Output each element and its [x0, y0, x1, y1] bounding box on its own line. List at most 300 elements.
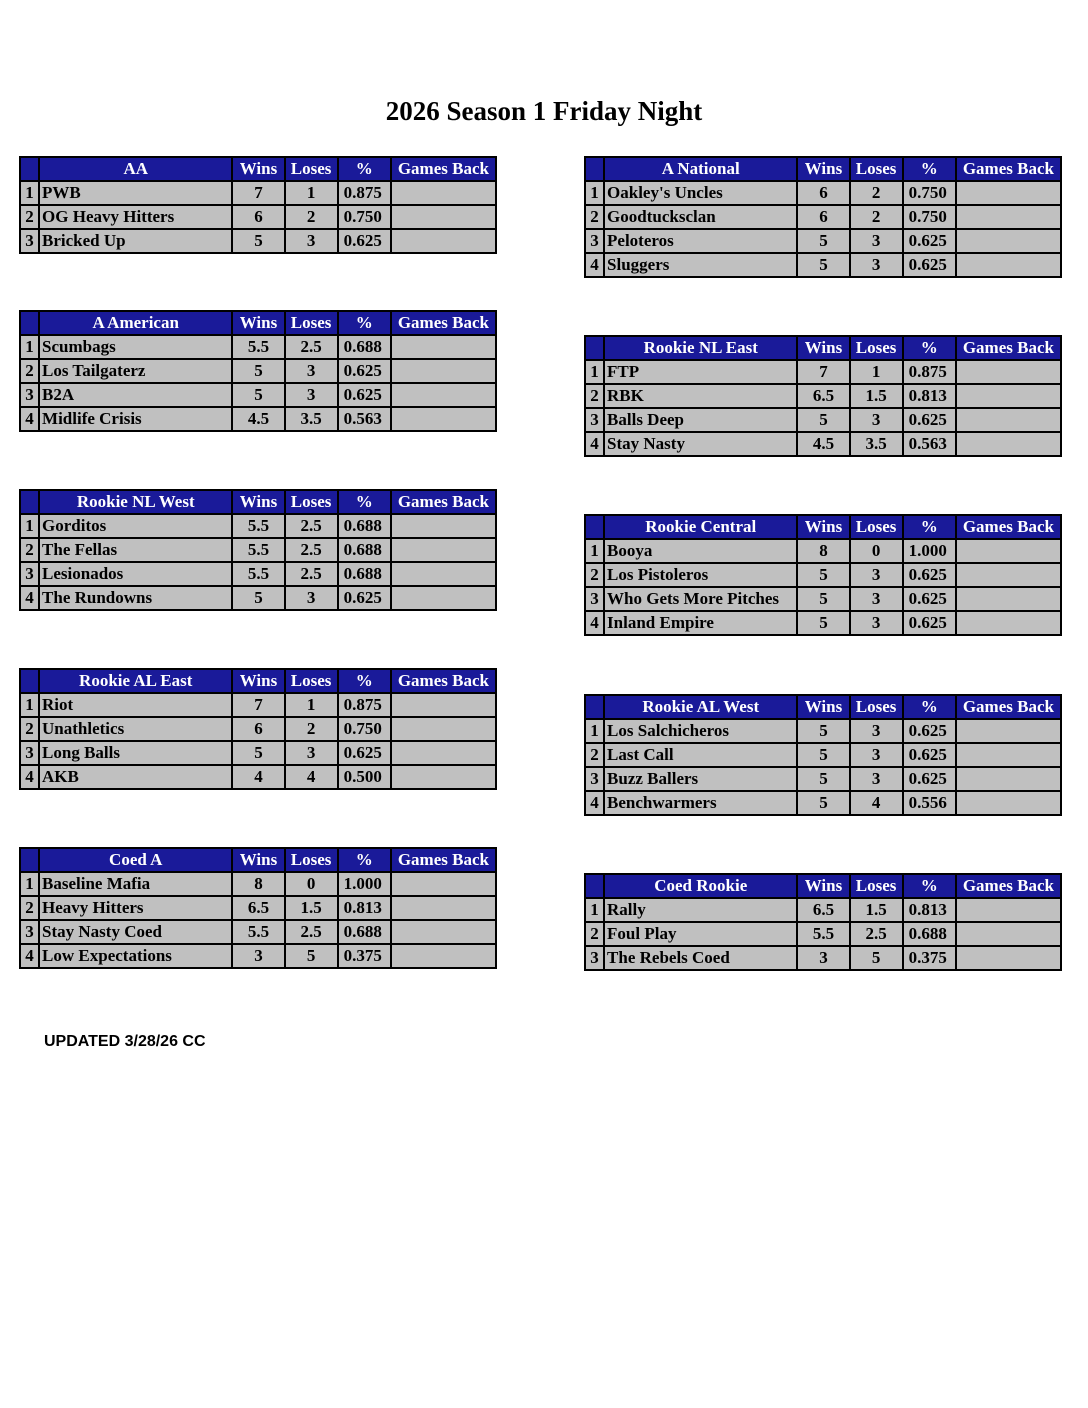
games-back-cell	[956, 205, 1061, 229]
rank-cell: 2	[585, 743, 604, 767]
games-back-cell	[956, 767, 1061, 791]
loses-cell: 1	[285, 693, 338, 717]
rank-cell: 1	[20, 514, 39, 538]
rank-cell: 2	[20, 359, 39, 383]
rank-cell: 4	[585, 253, 604, 277]
games-back-header: Games Back	[956, 515, 1061, 539]
table-row	[585, 432, 1061, 456]
pct-cell: 0.625	[903, 587, 956, 611]
pct-cell: 0.625	[903, 719, 956, 743]
rank-header	[20, 311, 39, 335]
games-back-header: Games Back	[956, 336, 1061, 360]
games-back-cell	[391, 181, 496, 205]
rank-header	[585, 336, 604, 360]
standings-table	[19, 489, 497, 611]
standings-table	[584, 873, 1062, 971]
team-name-cell: Goodtucksclan	[604, 205, 797, 229]
pct-cell: 0.625	[903, 767, 956, 791]
loses-cell: 3	[850, 719, 903, 743]
team-name-cell: Buzz Ballers	[604, 767, 797, 791]
wins-header: Wins	[232, 669, 284, 693]
table-row	[20, 896, 496, 920]
table-row	[585, 539, 1061, 563]
pct-cell: 0.688	[338, 335, 391, 359]
table-row	[20, 562, 496, 586]
division-name: AA	[39, 157, 232, 181]
loses-cell: 3	[850, 229, 903, 253]
table-header-row	[585, 695, 1061, 719]
loses-cell: 5	[285, 944, 338, 968]
table-row	[585, 898, 1061, 922]
rank-cell: 2	[585, 563, 604, 587]
loses-cell: 2	[850, 205, 903, 229]
games-back-header: Games Back	[956, 695, 1061, 719]
pct-cell: 0.625	[903, 408, 956, 432]
games-back-cell	[956, 611, 1061, 635]
games-back-cell	[391, 562, 496, 586]
pct-cell: 0.625	[338, 229, 391, 253]
wins-cell: 4.5	[797, 432, 849, 456]
loses-header: Loses	[285, 848, 338, 872]
pct-cell: 0.813	[903, 384, 956, 408]
wins-cell: 5	[232, 229, 284, 253]
rank-cell: 2	[20, 538, 39, 562]
team-name-cell: Stay Nasty Coed	[39, 920, 232, 944]
loses-header: Loses	[850, 336, 903, 360]
loses-cell: 3	[850, 408, 903, 432]
rank-cell: 2	[20, 717, 39, 741]
pct-cell: 0.563	[338, 407, 391, 431]
table-header-row	[20, 311, 496, 335]
team-name-cell: Foul Play	[604, 922, 797, 946]
team-name-cell: The Rebels Coed	[604, 946, 797, 970]
loses-header: Loses	[285, 157, 338, 181]
table-row	[20, 693, 496, 717]
team-name-cell: Riot	[39, 693, 232, 717]
table-row	[585, 719, 1061, 743]
rank-header	[585, 874, 604, 898]
loses-cell: 1.5	[285, 896, 338, 920]
loses-header: Loses	[285, 669, 338, 693]
rank-header	[585, 695, 604, 719]
team-name-cell: Gorditos	[39, 514, 232, 538]
pct-cell: 0.625	[338, 383, 391, 407]
team-name-cell: Los Tailgaterz	[39, 359, 232, 383]
pct-header: %	[338, 669, 391, 693]
games-back-cell	[391, 383, 496, 407]
wins-cell: 5.5	[232, 562, 284, 586]
table-row	[20, 586, 496, 610]
pct-header: %	[338, 490, 391, 514]
rank-cell: 2	[585, 922, 604, 946]
games-back-cell	[391, 896, 496, 920]
pct-cell: 0.688	[338, 514, 391, 538]
table-row	[20, 741, 496, 765]
games-back-cell	[391, 920, 496, 944]
table-row	[585, 229, 1061, 253]
standings-table	[584, 694, 1062, 816]
wins-cell: 5	[797, 719, 849, 743]
rank-header	[20, 157, 39, 181]
games-back-cell	[956, 719, 1061, 743]
games-back-cell	[956, 360, 1061, 384]
wins-header: Wins	[797, 874, 849, 898]
pct-cell: 0.375	[903, 946, 956, 970]
wins-cell: 7	[232, 693, 284, 717]
table-header-row	[585, 874, 1061, 898]
standings-table	[19, 156, 497, 254]
wins-cell: 5.5	[232, 335, 284, 359]
games-back-header: Games Back	[956, 874, 1061, 898]
games-back-cell	[391, 514, 496, 538]
pct-cell: 0.750	[903, 205, 956, 229]
standings-table	[19, 310, 497, 432]
pct-cell: 0.813	[338, 896, 391, 920]
loses-cell: 3.5	[285, 407, 338, 431]
table-header-row	[20, 490, 496, 514]
games-back-cell	[956, 898, 1061, 922]
team-name-cell: RBK	[604, 384, 797, 408]
table-row	[585, 946, 1061, 970]
standings-table	[584, 335, 1062, 457]
loses-cell: 3	[850, 767, 903, 791]
wins-header: Wins	[232, 848, 284, 872]
games-back-cell	[956, 946, 1061, 970]
pct-cell: 0.750	[903, 181, 956, 205]
team-name-cell: FTP	[604, 360, 797, 384]
wins-cell: 5	[797, 767, 849, 791]
team-name-cell: Low Expectations	[39, 944, 232, 968]
pct-cell: 0.875	[338, 181, 391, 205]
loses-cell: 1	[850, 360, 903, 384]
games-back-cell	[956, 181, 1061, 205]
pct-cell: 0.625	[903, 563, 956, 587]
pct-cell: 1.000	[338, 872, 391, 896]
games-back-cell	[391, 944, 496, 968]
games-back-cell	[956, 743, 1061, 767]
pct-cell: 0.750	[338, 205, 391, 229]
rank-cell: 3	[585, 767, 604, 791]
standings-table	[584, 156, 1062, 278]
games-back-cell	[391, 586, 496, 610]
pct-header: %	[903, 336, 956, 360]
loses-cell: 1.5	[850, 898, 903, 922]
loses-cell: 2.5	[285, 920, 338, 944]
games-back-cell	[956, 563, 1061, 587]
table-header-row	[20, 848, 496, 872]
wins-cell: 5	[797, 408, 849, 432]
table-row	[20, 383, 496, 407]
division-name: Rookie AL East	[39, 669, 232, 693]
pct-cell: 0.563	[903, 432, 956, 456]
pct-cell: 0.688	[338, 562, 391, 586]
loses-cell: 4	[850, 791, 903, 815]
pct-cell: 0.625	[338, 359, 391, 383]
rank-cell: 1	[20, 872, 39, 896]
loses-cell: 3	[850, 587, 903, 611]
loses-cell: 2.5	[285, 562, 338, 586]
table-row	[20, 944, 496, 968]
pct-cell: 0.688	[338, 538, 391, 562]
loses-cell: 3	[285, 359, 338, 383]
games-back-header: Games Back	[956, 157, 1061, 181]
loses-header: Loses	[850, 874, 903, 898]
pct-cell: 0.556	[903, 791, 956, 815]
games-back-cell	[956, 922, 1061, 946]
team-name-cell: The Rundowns	[39, 586, 232, 610]
team-name-cell: Los Salchicheros	[604, 719, 797, 743]
standings-table	[584, 514, 1062, 636]
team-name-cell: Oakley's Uncles	[604, 181, 797, 205]
table-row	[585, 360, 1061, 384]
games-back-cell	[391, 359, 496, 383]
wins-cell: 5	[797, 587, 849, 611]
wins-cell: 5.5	[232, 514, 284, 538]
team-name-cell: Scumbags	[39, 335, 232, 359]
wins-header: Wins	[797, 336, 849, 360]
rank-cell: 3	[20, 229, 39, 253]
games-back-header: Games Back	[391, 311, 496, 335]
table-header-row	[585, 515, 1061, 539]
wins-cell: 5	[232, 741, 284, 765]
table-row	[585, 743, 1061, 767]
rank-cell: 1	[585, 181, 604, 205]
games-back-cell	[956, 587, 1061, 611]
pct-cell: 0.813	[903, 898, 956, 922]
pct-cell: 0.875	[903, 360, 956, 384]
wins-cell: 4	[232, 765, 284, 789]
loses-cell: 3	[850, 253, 903, 277]
team-name-cell: Last Call	[604, 743, 797, 767]
rank-header	[585, 515, 604, 539]
rank-cell: 4	[20, 944, 39, 968]
loses-header: Loses	[285, 490, 338, 514]
table-row	[20, 407, 496, 431]
wins-cell: 5	[797, 253, 849, 277]
team-name-cell: Bricked Up	[39, 229, 232, 253]
division-name: Rookie NL East	[604, 336, 797, 360]
table-row	[20, 717, 496, 741]
team-name-cell: Balls Deep	[604, 408, 797, 432]
table-header-row	[585, 157, 1061, 181]
loses-cell: 3	[850, 611, 903, 635]
loses-cell: 4	[285, 765, 338, 789]
wins-header: Wins	[232, 311, 284, 335]
wins-cell: 5	[232, 383, 284, 407]
team-name-cell: Peloteros	[604, 229, 797, 253]
wins-cell: 5	[232, 359, 284, 383]
pct-cell: 1.000	[903, 539, 956, 563]
wins-header: Wins	[797, 515, 849, 539]
loses-cell: 3	[285, 383, 338, 407]
table-row	[20, 359, 496, 383]
team-name-cell: Heavy Hitters	[39, 896, 232, 920]
team-name-cell: AKB	[39, 765, 232, 789]
table-row	[585, 253, 1061, 277]
wins-cell: 8	[797, 539, 849, 563]
division-name: Rookie AL West	[604, 695, 797, 719]
games-back-cell	[956, 229, 1061, 253]
team-name-cell: Unathletics	[39, 717, 232, 741]
games-back-cell	[956, 384, 1061, 408]
rank-header	[20, 848, 39, 872]
wins-cell: 4.5	[232, 407, 284, 431]
rank-header	[20, 490, 39, 514]
pct-cell: 0.625	[338, 741, 391, 765]
rank-cell: 3	[585, 946, 604, 970]
loses-cell: 3	[850, 743, 903, 767]
games-back-cell	[391, 741, 496, 765]
games-back-header: Games Back	[391, 157, 496, 181]
games-back-cell	[391, 693, 496, 717]
team-name-cell: OG Heavy Hitters	[39, 205, 232, 229]
team-name-cell: Who Gets More Pitches	[604, 587, 797, 611]
wins-cell: 5	[797, 791, 849, 815]
standings-table	[19, 668, 497, 790]
wins-cell: 6.5	[797, 898, 849, 922]
pct-header: %	[903, 515, 956, 539]
games-back-cell	[391, 407, 496, 431]
pct-header: %	[338, 311, 391, 335]
table-row	[585, 587, 1061, 611]
games-back-cell	[956, 432, 1061, 456]
wins-header: Wins	[232, 157, 284, 181]
wins-cell: 6	[797, 181, 849, 205]
rank-cell: 1	[20, 181, 39, 205]
team-name-cell: Long Balls	[39, 741, 232, 765]
rank-cell: 2	[585, 205, 604, 229]
table-row	[20, 920, 496, 944]
pct-cell: 0.688	[338, 920, 391, 944]
loses-cell: 3	[285, 229, 338, 253]
team-name-cell: The Fellas	[39, 538, 232, 562]
team-name-cell: Los Pistoleros	[604, 563, 797, 587]
updated-note: UPDATED 3/28/26 CC	[44, 1033, 206, 1050]
team-name-cell: Inland Empire	[604, 611, 797, 635]
rank-cell: 4	[585, 611, 604, 635]
wins-cell: 5	[797, 229, 849, 253]
wins-cell: 5.5	[232, 920, 284, 944]
table-row	[585, 922, 1061, 946]
wins-cell: 5.5	[797, 922, 849, 946]
wins-cell: 6.5	[797, 384, 849, 408]
table-row	[20, 514, 496, 538]
rank-cell: 2	[20, 205, 39, 229]
table-row	[585, 408, 1061, 432]
games-back-header: Games Back	[391, 490, 496, 514]
rank-cell: 3	[20, 741, 39, 765]
wins-cell: 5	[232, 586, 284, 610]
pct-header: %	[903, 874, 956, 898]
table-row	[585, 205, 1061, 229]
loses-cell: 2.5	[285, 538, 338, 562]
loses-cell: 0	[850, 539, 903, 563]
rank-cell: 4	[585, 432, 604, 456]
pct-header: %	[338, 157, 391, 181]
pct-cell: 0.500	[338, 765, 391, 789]
table-row	[20, 872, 496, 896]
rank-cell: 1	[585, 719, 604, 743]
team-name-cell: Baseline Mafia	[39, 872, 232, 896]
pct-cell: 0.875	[338, 693, 391, 717]
wins-cell: 6	[232, 205, 284, 229]
loses-cell: 1	[285, 181, 338, 205]
pct-cell: 0.625	[903, 253, 956, 277]
rank-cell: 4	[20, 765, 39, 789]
team-name-cell: Lesionados	[39, 562, 232, 586]
table-row	[20, 205, 496, 229]
pct-cell: 0.625	[903, 743, 956, 767]
rank-cell: 3	[585, 587, 604, 611]
pct-header: %	[903, 157, 956, 181]
loses-header: Loses	[850, 695, 903, 719]
games-back-cell	[956, 539, 1061, 563]
games-back-cell	[956, 253, 1061, 277]
division-name: A American	[39, 311, 232, 335]
loses-cell: 2.5	[850, 922, 903, 946]
wins-cell: 6.5	[232, 896, 284, 920]
rank-cell: 1	[20, 335, 39, 359]
pct-cell: 0.688	[903, 922, 956, 946]
rank-cell: 2	[585, 384, 604, 408]
wins-cell: 3	[232, 944, 284, 968]
division-name: Coed Rookie	[604, 874, 797, 898]
games-back-cell	[391, 872, 496, 896]
games-back-cell	[956, 791, 1061, 815]
rank-cell: 3	[585, 229, 604, 253]
wins-cell: 5	[797, 611, 849, 635]
rank-cell: 1	[20, 693, 39, 717]
division-name: A National	[604, 157, 797, 181]
team-name-cell: Midlife Crisis	[39, 407, 232, 431]
table-header-row	[20, 669, 496, 693]
rank-cell: 4	[585, 791, 604, 815]
wins-header: Wins	[797, 157, 849, 181]
wins-cell: 5.5	[232, 538, 284, 562]
loses-cell: 3	[850, 563, 903, 587]
games-back-header: Games Back	[391, 848, 496, 872]
rank-cell: 3	[585, 408, 604, 432]
pct-cell: 0.625	[903, 229, 956, 253]
rank-cell: 3	[20, 920, 39, 944]
loses-cell: 5	[850, 946, 903, 970]
loses-header: Loses	[850, 157, 903, 181]
table-row	[20, 765, 496, 789]
games-back-cell	[391, 335, 496, 359]
loses-header: Loses	[850, 515, 903, 539]
table-header-row	[20, 157, 496, 181]
loses-cell: 2.5	[285, 335, 338, 359]
loses-cell: 3	[285, 741, 338, 765]
rank-header	[585, 157, 604, 181]
loses-cell: 2	[850, 181, 903, 205]
loses-cell: 3	[285, 586, 338, 610]
pct-cell: 0.375	[338, 944, 391, 968]
wins-header: Wins	[232, 490, 284, 514]
pct-header: %	[903, 695, 956, 719]
division-name: Rookie NL West	[39, 490, 232, 514]
table-row	[20, 538, 496, 562]
pct-cell: 0.625	[338, 586, 391, 610]
table-header-row	[585, 336, 1061, 360]
rank-cell: 1	[585, 539, 604, 563]
table-row	[585, 611, 1061, 635]
wins-cell: 7	[797, 360, 849, 384]
pct-header: %	[338, 848, 391, 872]
wins-cell: 5	[797, 743, 849, 767]
loses-cell: 0	[285, 872, 338, 896]
pct-cell: 0.750	[338, 717, 391, 741]
